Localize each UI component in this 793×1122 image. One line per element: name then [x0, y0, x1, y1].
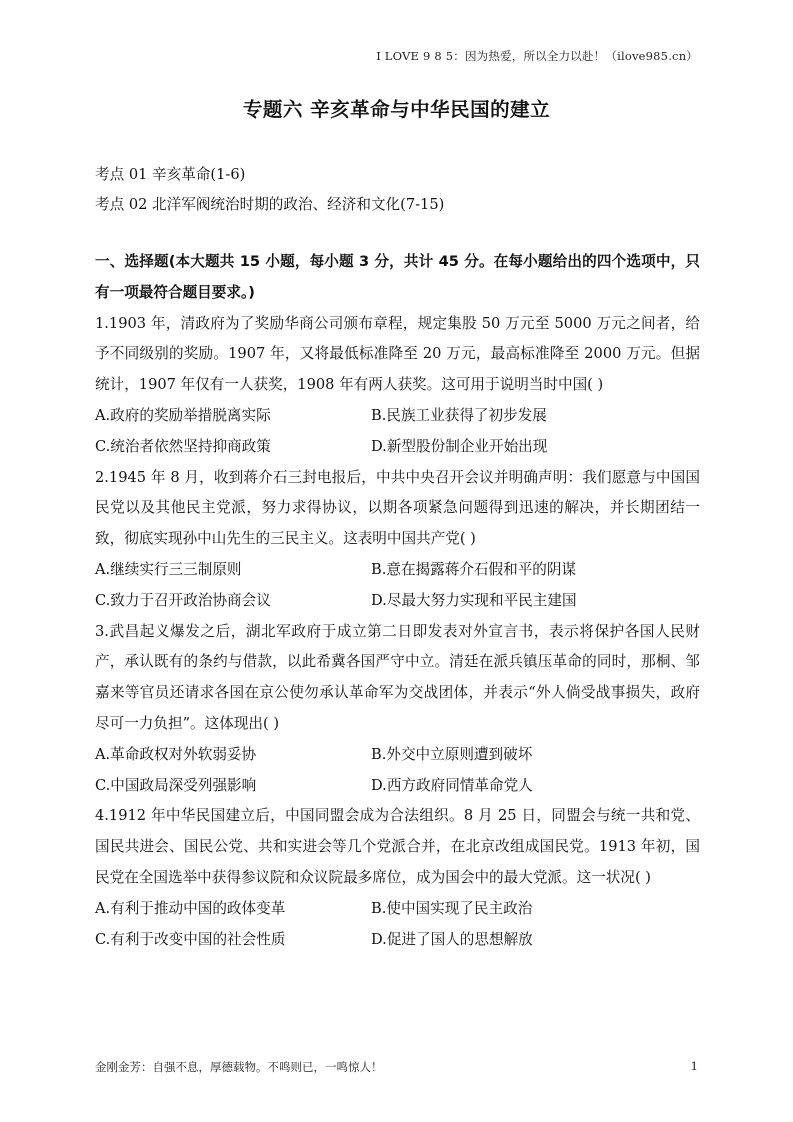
kaodian-02: 考点 02 北洋军阀统治时期的政治、经济和文化(7-15): [95, 196, 445, 213]
option-row: [95, 925, 700, 956]
question-stem: 1.1903 年，清政府为了奖励华商公司颁布章程，规定集股 50 万元至 5000 万元之间者，给予不同级别的奖励。1907 年，又将最低标准降至 20 万元，最高标准降至 2000 万元。但据统计，1907 年仅有一人获奖，1908 年有两人获奖。这可用于说明当时中国( ): [95, 314, 700, 394]
page-title: 专题六 辛亥革命与中华民国的建立: [242, 98, 551, 121]
document-body: [95, 160, 700, 955]
question-2: [95, 463, 700, 617]
option-row: [95, 586, 700, 617]
option-row: [95, 740, 700, 771]
question-stem: 4.1912 年中华民国建立后，中国同盟会成为合法组织。8 月 25 日，同盟会与统一共和党、国民共进会、国民公党、共和实进会等几个党派合并，在北京改组成国民党。1913 年初，国民党在全国选举中获得参议院和众议院最多席位，成为国会中的最大党派。这一状况( ): [95, 807, 700, 886]
option-c: C.致力于召开政治协商会议: [95, 591, 271, 609]
option-b: B.民族工业获得了初步发展: [371, 406, 547, 424]
question-4: [95, 801, 700, 955]
option-row: [95, 432, 700, 463]
option-a: A.革命政权对外软弱妥协: [95, 745, 257, 763]
option-row: [95, 894, 700, 925]
option-d: D.西方政府同情革命党人: [371, 776, 533, 794]
option-d: D.新型股份制企业开始出现: [371, 437, 548, 455]
option-c: C.统治者依然坚持抑商政策: [95, 437, 271, 455]
option-c: C.中国政局深受列强影响: [95, 776, 257, 794]
kaodian-01: 考点 01 辛亥革命(1-6): [95, 166, 246, 183]
footer-motto: 金刚金芳：自强不息，厚德载物。不鸣则已，一鸣惊人！: [95, 1060, 383, 1074]
option-a: A.有利于推动中国的政体变革: [95, 899, 286, 917]
page-footer: [95, 1059, 698, 1075]
question-stem: 3.武昌起义爆发之后，湖北军政府于成立第二日即发表对外宣言书，表示将保护各国人民财产，承认既有的条约与借款，以此希冀各国严守中立。清廷在派兵镇压革命的同时，那桐、邹嘉来等官员还请求各国在京公使勿承认革命军为交战团体，并表示“外人倘受战事损失，政府尽可一力负担”。这体现出( ): [95, 622, 700, 732]
option-a: A.政府的奖励举措脱离实际: [95, 406, 271, 424]
question-3: [95, 617, 700, 802]
section-heading: 一、选择题(本大题共 15 小题，每小题 3 分，共计 45 分。在每小题给出的四个选项中，只有一项最符合题目要求。): [95, 253, 700, 301]
option-d: D.促进了国人的思想解放: [371, 930, 533, 948]
option-b: B.外交中立原则遭到破坏: [371, 745, 533, 763]
option-b: B.使中国实现了民主政治: [371, 899, 533, 917]
option-c: C.有利于改变中国的社会性质: [95, 930, 286, 948]
option-a: A.继续实行三三制原则: [95, 560, 242, 578]
page-header: I LOVE 9 8 5：因为热爱，所以全力以赴！（ilove985.cn）: [376, 49, 698, 63]
page-number: 1: [690, 1059, 698, 1073]
question-1: [95, 309, 700, 463]
option-row: [95, 401, 700, 432]
question-stem: 2.1945 年 8 月，收到蒋介石三封电报后，中共中央召开会议并明确声明：我们愿意与中国国民党以及其他民主党派，努力求得协议，以期各项紧急问题得到迅速的解决，并长期团结一致，彻底实现孙中山先生的三民主义。这表明中国共产党( ): [95, 468, 700, 548]
option-d: D.尽最大努力实现和平民主建国: [371, 591, 577, 609]
option-row: [95, 771, 700, 802]
option-row: [95, 555, 700, 586]
option-b: B.意在揭露蒋介石假和平的阴谋: [371, 560, 577, 578]
